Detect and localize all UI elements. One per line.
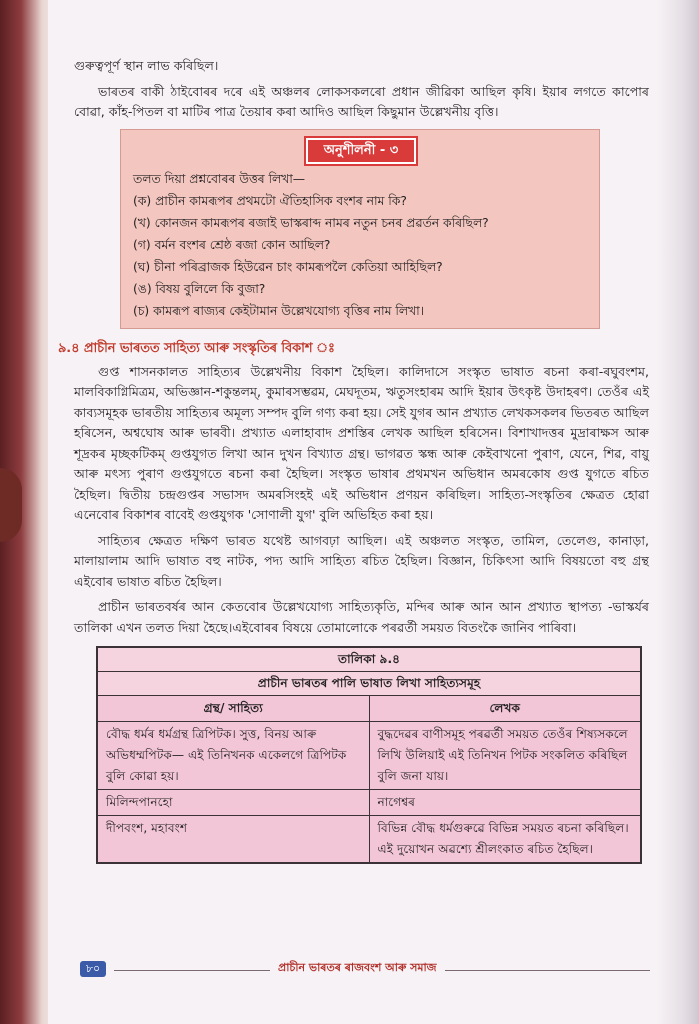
- column-header-author: লেখক: [369, 696, 641, 722]
- table-number: তালিকা ৯.৪: [97, 647, 641, 672]
- paragraph-livelihood: ভাৰতৰ বাকী ঠাইবোৰৰ দৰে এই অঞ্চলৰ লোকসকলৰো প্ৰধান জীৱিকা আছিল কৃষি। ইয়াৰ লগতে কাপোৰ বোৱা, কাঁহ-পিতল বা মাটিৰ পাত্ৰ তৈয়াৰ কৰা আদিও আছিল কিছুমান উল্লেখনীয় বৃত্তি।: [74, 83, 649, 119]
- footer-chapter-title: প্ৰাচীন ভাৰতৰ ৰাজবংশ আৰু সমাজ: [270, 959, 445, 978]
- table-cell-work: বৌদ্ধ ধৰ্মৰ ধৰ্মগ্ৰন্থ ত্ৰিপিটক। সুত্ত, বিনয় আৰু অভিধম্মপিটক— এই তিনিখনক একেলগে ত্ৰিপিটক বুলি কোৱা হয়।: [97, 722, 369, 790]
- page-number: ৮০: [80, 961, 106, 977]
- paragraph-south-india: সাহিত্যৰ ক্ষেত্ৰত দক্ষিণ ভাৰত যথেষ্ট আগবঢ়া আছিল। এই অঞ্চলত সংস্কৃত, তামিল, তেলেগু, কানাড়া, মালায়ালাম আদি ভাষাত বহু নাটক, পদ্য আদি সাহিত্য ৰচিত হৈছিল। বিজ্ঞান, চিকিৎসা আদি বিষয়তো বহু গ্ৰন্থ এইবোৰ ভাষাত ৰচিত হৈছিল।: [74, 532, 649, 589]
- paragraph-gupta-literature: গুপ্ত শাসনকালত সাহিত্যৰ উল্লেখনীয় বিকাশ হৈছিল। কালিদাসে সংস্কৃত ভাষাত ৰচনা কৰা-ৰঘুবংশম, মালবিকাগ্নিমিত্ৰম, অভিজ্ঞান-শকুন্তলম্, কুমাৰসম্ভৱম, মেঘদূতম, ঋতুসংহাৰম আদি ইয়াৰ উৎকৃষ্ট উদাহৰণ। তেওঁৰ এই কাব্যসমূহক ভাৰতীয় সাহিত্যৰ অমূল্য সম্পদ বুলি গণ্য কৰা হয়। সেই যুগৰ আন প্ৰখ্যাত লেখকসকলৰ ভিতৰত আছিল হৰিসেন, অশ্বঘোষ আৰু ভাৰবী। প্ৰখ্যাত এলাহাবাদ প্ৰশস্তিৰ লেখক আছিল হৰিসেন। বিশাখাদত্তৰ মুদ্ৰাৰাক্ষস আৰু শূদ্ৰকৰ মৃচ্ছকটিকম্ গুপ্তযুগত লিখা আন দুখন বিখ্যাত গ্ৰন্থ। ভাগৱত স্কন্ধ আৰু কেইবাখনো পুৰাণ, যেনে, শিৱ, বায়ু আৰু মৎস্য পুৰাণ গুপ্তযুগতে ৰচনা কৰা হৈছিল। সংস্কৃত ভাষাৰ প্ৰথমখন অভিধান অমৰকোষ গুপ্ত যুগতে ৰচিত হৈছিল। দ্বিতীয় চন্দ্ৰগুপ্তৰ সভাসদ অমৰসিংহই এই অভিধান প্ৰণয়ন কৰিছিল। সাহিত্য-সংস্কৃতিৰ ক্ষেত্ৰত হোৱা এনেবোৰ বিকাশৰ বাবেই গুপ্তযুগক 'সোণালী যুগ' বুলি অভিহিত কৰা হয়।: [74, 363, 649, 522]
- binding-tab: [0, 468, 22, 542]
- exercise-question: (ঘ) চীনা পৰিব্ৰাজক হিউৱেন চাং কামৰূপলৈ কেতিয়া আহিছিল?: [133, 260, 443, 274]
- section-heading: ৯.৪ প্ৰাচীন ভাৰতত সাহিত্য আৰু সংস্কৃতিৰ বিকাশ ঃ: [58, 341, 335, 356]
- table-cell-author: নাগেশ্বৰ: [369, 790, 641, 816]
- table-title: প্ৰাচীন ভাৰতৰ পালি ভাষাত লিখা সাহিত্যসমূহ: [97, 672, 641, 696]
- table-cell-author: বিভিন্ন বৌদ্ধ ধৰ্মগুৰুৱে বিভিন্ন সময়ত ৰচনা কৰিছিল। এই দুয়োখন অৱশ্যে শ্ৰীলংকাত ৰচিত হৈছিল।: [369, 816, 641, 864]
- pali-literature-table: [96, 646, 642, 864]
- exercise-question: (খ) কোনজন কামৰূপৰ ৰজাই ভাস্কৰাব্দ নামৰ নতুন চনৰ প্ৰৱৰ্তন কৰিছিল?: [133, 216, 489, 230]
- exercise-box: [120, 129, 600, 330]
- table-cell-author: বুদ্ধদেৱৰ বাণীসমূহ পৰৱৰ্তী সময়ত তেওঁৰ শিষ্যসকলে লিখি উলিয়াই এই তিনিখন পিটক সংকলিত কৰিছিল বুলি জনা যায়।: [369, 722, 641, 790]
- table-cell-work: মিলিন্দপানহো: [97, 790, 369, 816]
- paragraph-continuation: গুৰুত্বপূৰ্ণ স্থান লাভ কৰিছিল।: [74, 58, 219, 73]
- exercise-question: (চ) কামৰূপ ৰাজ্যৰ কেইটামান উল্লেখযোগ্য বৃত্তিৰ নাম লিখা।: [133, 304, 425, 318]
- exercise-question: (ঙ) বিষয় বুলিলে কি বুজা?: [133, 282, 266, 296]
- exercise-question: (ক) প্ৰাচীন কামৰূপৰ প্ৰথমটো ঐতিহাসিক বংশৰ নাম কি?: [133, 194, 407, 208]
- table-row: [97, 790, 641, 816]
- exercise-question: (গ) বৰ্মন বংশৰ শ্ৰেষ্ঠ ৰজা কোন আছিল?: [133, 238, 331, 252]
- page-footer: [70, 961, 650, 981]
- table-row: [97, 816, 641, 864]
- exercise-title: অনুশীলনী - ৩: [306, 138, 417, 165]
- table-cell-work: দীপবংশ, মহাবংশ: [97, 816, 369, 864]
- exercise-instruction: তলত দিয়া প্ৰশ্নবোৰৰ উত্তৰ লিখা—: [133, 172, 306, 186]
- paragraph-table-intro: প্ৰাচীন ভাৰতবৰ্ষৰ আন কেতবোৰ উল্লেখযোগ্য সাহিত্যকৃতি, মন্দিৰ আৰু আন আন প্ৰখ্যাত স্থাপত্য -ভাস্কৰ্যৰ তালিকা এখন তলত দিয়া হৈছে।এইবোৰৰ বিষয়ে তোমালোকে পৰৱৰ্তী সময়ত বিতংকৈ জানিব পাৰিবা।: [74, 599, 649, 635]
- page-content: [58, 56, 649, 864]
- exercise-title-wrap: [133, 138, 589, 165]
- column-header-work: গ্ৰন্থ/ সাহিত্য: [97, 696, 369, 722]
- page-curl-shadow: [657, 0, 699, 1024]
- table-row: [97, 722, 641, 790]
